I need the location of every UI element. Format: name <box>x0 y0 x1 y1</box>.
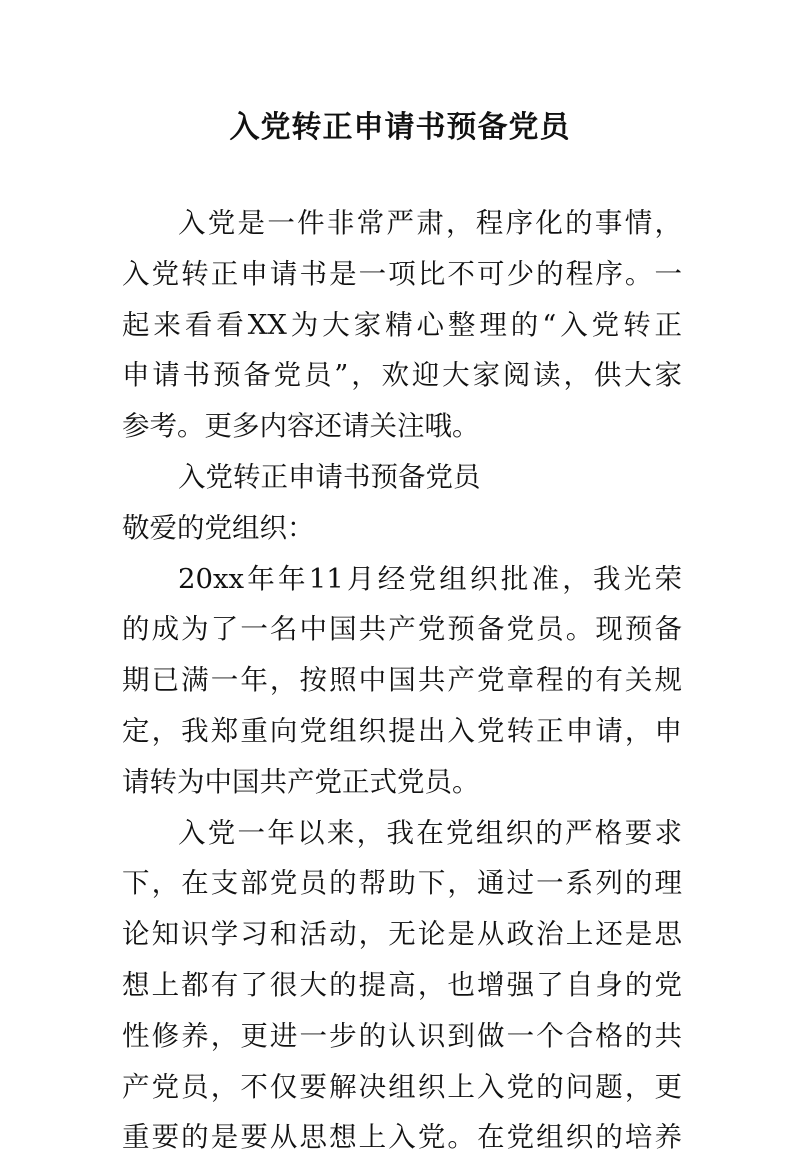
document-body <box>122 198 682 1163</box>
text-line: 产党员，不仅要解决组织上入党的问题，更 <box>122 1070 682 1103</box>
text-line: 入党是一件非常严肃，程序化的事情， <box>178 207 682 239</box>
text-line: 参考。更多内容还请关注哦。 <box>122 410 480 443</box>
text-line: 的成为了一名中国共产党预备党员。现预备 <box>122 613 682 646</box>
text-line: 入党转正申请书预备党员 <box>178 460 481 493</box>
document-title: 入党转正申请书预备党员 <box>229 110 571 145</box>
text-line: 下，在支部党员的帮助下，通过一系列的理 <box>122 867 682 900</box>
text-line: 请转为中国共产党正式党员。 <box>122 765 480 798</box>
text-line: 性修养，更进一步的认识到做一个合格的共 <box>122 1019 682 1052</box>
text-line: 入党转正申请书是一项比不可少的程序。一 <box>122 257 682 290</box>
text-line: 论知识学习和活动，无论是从政治上还是思 <box>122 918 682 951</box>
text-line: 定，我郑重向党组织提出入党转正申请，申 <box>122 714 682 747</box>
text-line: 敬爱的党组织： <box>122 511 315 544</box>
text-line: 起来看看XX为大家精心整理的“入党转正 <box>122 308 682 341</box>
text-line: 重要的是要从思想上入党。在党组织的培养 <box>122 1121 682 1154</box>
text-line: 期已满一年，按照中国共产党章程的有关规 <box>122 664 682 697</box>
text-line: 20xx年年11月经党组织批准，我光荣 <box>178 562 682 595</box>
text-line: 想上都有了很大的提高，也增强了自身的党 <box>122 968 682 1001</box>
text-line: 申请书预备党员”，欢迎大家阅读，供大家 <box>122 359 682 392</box>
text-line: 入党一年以来，我在党组织的严格要求 <box>178 816 682 849</box>
